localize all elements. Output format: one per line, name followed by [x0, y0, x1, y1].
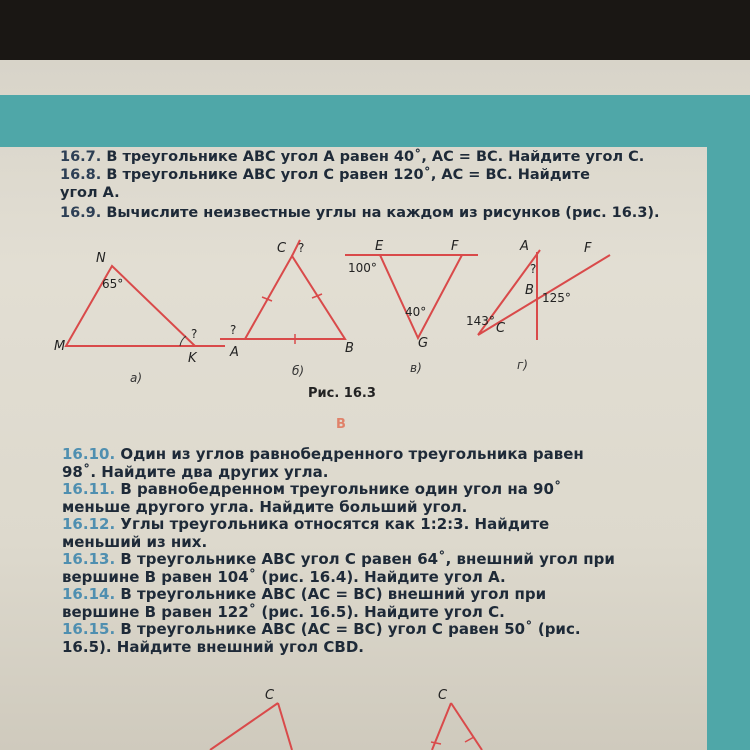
vertex-k: K [188, 351, 197, 366]
angle-c-label: 143° [466, 314, 495, 328]
vertex-g: G [418, 336, 429, 351]
vertex-c: C [265, 688, 275, 703]
vertex-n: N [96, 251, 106, 266]
problem-16-11 [62, 481, 622, 516]
problem-text: В равнобедренном треугольнике один угол на 90˚ меньше другого угла. Найдите больший угол. [62, 480, 562, 516]
tick-mark-right [465, 737, 474, 742]
problem-number: 16.14. [62, 585, 116, 603]
vertex-m: M [54, 339, 66, 354]
problem-16-15 [62, 621, 622, 656]
side-right [278, 703, 292, 750]
problem-16-10 [62, 446, 622, 481]
vertex-a: A [520, 239, 529, 254]
vertex-c: C [277, 241, 287, 256]
problem-number: 16.10. [62, 445, 116, 463]
problem-text: В треугольнике ABC угол C равен 64˚, внешний угол при вершине B равен 104˚ (рис. 16.4). Найдите угол A. [62, 550, 615, 586]
side-right [451, 703, 482, 750]
figure-a [54, 251, 225, 366]
problem-16-12 [62, 516, 622, 551]
figure-b [220, 240, 354, 360]
angle-b-label: 125° [542, 291, 571, 305]
unknown-angle-top: ? [298, 241, 305, 255]
vertex-f: F [451, 239, 459, 254]
angle-n-label: 65° [102, 277, 124, 291]
problem-text: В треугольнике ABC угол A равен 40˚, AC = BC. Найдите угол C. [106, 149, 645, 165]
label-v: в) [410, 361, 422, 375]
label-a: а) [130, 371, 143, 385]
figure-v [345, 239, 478, 351]
problem-text: Вычислите неизвестные углы на каждом из рисунков (рис. 16.3). [106, 205, 660, 221]
tick-mark-left [431, 742, 441, 744]
problem-number: 16.9. [60, 205, 102, 221]
figure-16-5-partial [431, 688, 482, 750]
vertex-c: C [438, 688, 448, 703]
vertex-a: A [230, 345, 239, 360]
figure-caption: Рис. 16.3 [308, 386, 376, 401]
angle-e-label: 100° [348, 261, 377, 275]
vertex-b: B [345, 341, 354, 356]
label-b: б) [292, 364, 305, 378]
vertex-e: E [375, 239, 384, 254]
triangle-efg [380, 255, 462, 338]
problem-number: 16.15. [62, 620, 116, 638]
triangle-cab [245, 256, 345, 339]
problem-number: 16.8. [60, 167, 102, 183]
section-label: B [336, 417, 346, 432]
problem-number: 16.13. [62, 550, 116, 568]
side-left [210, 703, 278, 750]
problem-number: 16.11. [62, 480, 116, 498]
problem-text: Один из углов равнобедренного треугольника равен 98˚. Найдите два других угла. [62, 445, 584, 481]
vertex-c: C [496, 321, 506, 336]
problem-text: В треугольнике ABC угол C равен 120˚, AC = BC. Найдите угол A. [60, 167, 590, 201]
problem-16-13 [62, 551, 622, 586]
label-g: г) [517, 358, 528, 372]
problem-number: 16.12. [62, 515, 116, 533]
problem-text: В треугольнике ABC (AC = BC) внешний угол при вершине B равен 122˚ (рис. 16.5). Найдите угол C. [62, 585, 547, 621]
figure-16-4-partial [210, 688, 292, 750]
problem-text: В треугольнике ABC (AC = BC) угол C равен 50˚ (рис. 16.5). Найдите внешний угол CBD. [62, 620, 581, 656]
vertex-f: F [584, 241, 592, 256]
unknown-angle: ? [530, 262, 537, 276]
problem-text: Углы треугольника относятся как 1:2:3. Найдите меньший из них. [62, 515, 550, 551]
figure-g [466, 239, 610, 340]
problem-number: 16.7. [60, 149, 102, 165]
angle-g-label: 40° [405, 305, 427, 319]
triangle-nmk [66, 266, 198, 346]
unknown-angle-left: ? [230, 323, 237, 337]
problem-16-14 [62, 586, 622, 621]
unknown-angle: ? [191, 327, 198, 341]
vertex-b: B [525, 283, 534, 298]
